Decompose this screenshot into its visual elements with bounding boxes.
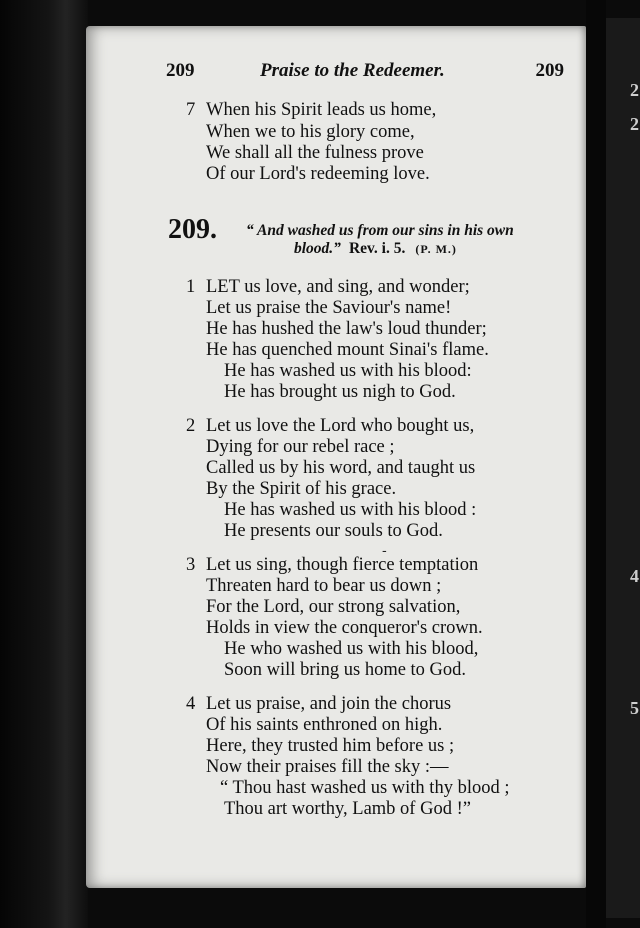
verse-line: Threaten hard to bear us down ; xyxy=(206,576,442,596)
verse-line: When we to his glory come, xyxy=(206,122,415,142)
verse-number: 4 xyxy=(186,694,196,714)
verse-number: 2 xyxy=(186,416,196,436)
book-gutter-left xyxy=(0,0,88,928)
verse-line: For the Lord, our strong salvation, xyxy=(206,597,461,617)
verse-line: Of his saints enthroned on high. xyxy=(206,715,443,735)
verse-line: Let us praise, and join the chorus xyxy=(206,694,452,714)
verse-line: He has brought us nigh to God. xyxy=(224,382,456,402)
verse-line: Let us praise the Saviour's name! xyxy=(206,298,452,318)
verse-line: He has washed us with his blood: xyxy=(224,361,472,381)
book-gutter-right xyxy=(586,0,606,928)
verse-line: Dying for our rebel race ; xyxy=(206,437,395,457)
page-number-right: 209 xyxy=(535,60,564,81)
verse-number: 3 xyxy=(186,555,196,575)
verse-line: He has washed us with his blood : xyxy=(224,500,477,520)
verse-line: Holds in view the conqueror's crown. xyxy=(206,618,483,638)
verse-line: Here, they trusted him before us ; xyxy=(206,736,455,756)
verse-line: Thou art worthy, Lamb of God !” xyxy=(224,799,471,819)
verse-number: 1 xyxy=(186,277,196,297)
verse-line: LET us love, and sing, and wonder; xyxy=(206,277,470,297)
scripture-reference: Rev. i. 5. xyxy=(348,240,406,257)
verse-line: He who washed us with his blood, xyxy=(224,639,479,659)
hymn-epigraph-line2 xyxy=(294,240,457,258)
running-title: Praise to the Redeemer. xyxy=(260,60,445,81)
verse-line: When his Spirit leads us home, xyxy=(206,100,437,120)
verse-line: We shall all the fulness prove xyxy=(206,143,424,163)
hymn-epigraph: “ And washed us from our sins in his own xyxy=(246,222,514,239)
verse-line: He has quenched mount Sinai's flame. xyxy=(206,340,489,360)
verse-line: Soon will bring us home to God. xyxy=(224,660,467,680)
facing-page-number: 2 xyxy=(630,80,639,100)
verse-separator: - xyxy=(382,543,387,559)
verse-line: He has hushed the law's loud thunder; xyxy=(206,319,487,339)
facing-page-number: 2 xyxy=(630,114,639,134)
page-number-left: 209 xyxy=(166,60,195,81)
hymn-number: 209. xyxy=(168,214,217,245)
verse-line: By the Spirit of his grace. xyxy=(206,479,397,499)
facing-page-number: 5 xyxy=(630,698,639,718)
verse-line: Now their praises fill the sky :— xyxy=(206,757,449,777)
verse-line: Of our Lord's redeeming love. xyxy=(206,164,430,184)
meter-label: (P. M.) xyxy=(415,242,457,256)
facing-page-number: 4 xyxy=(630,566,639,586)
verse-line: Let us sing, though fierce temptation xyxy=(206,555,479,575)
facing-page-edge xyxy=(606,18,640,918)
verse-line: Let us love the Lord who bought us, xyxy=(206,416,475,436)
verse-line: Called us by his word, and taught us xyxy=(206,458,476,478)
running-header xyxy=(166,60,564,84)
verse-number: 7 xyxy=(186,100,196,120)
epigraph-end: blood.” xyxy=(294,240,341,257)
verse-line: He presents our souls to God. xyxy=(224,521,443,541)
verse-line: “ Thou hast washed us with thy blood ; xyxy=(220,778,510,798)
